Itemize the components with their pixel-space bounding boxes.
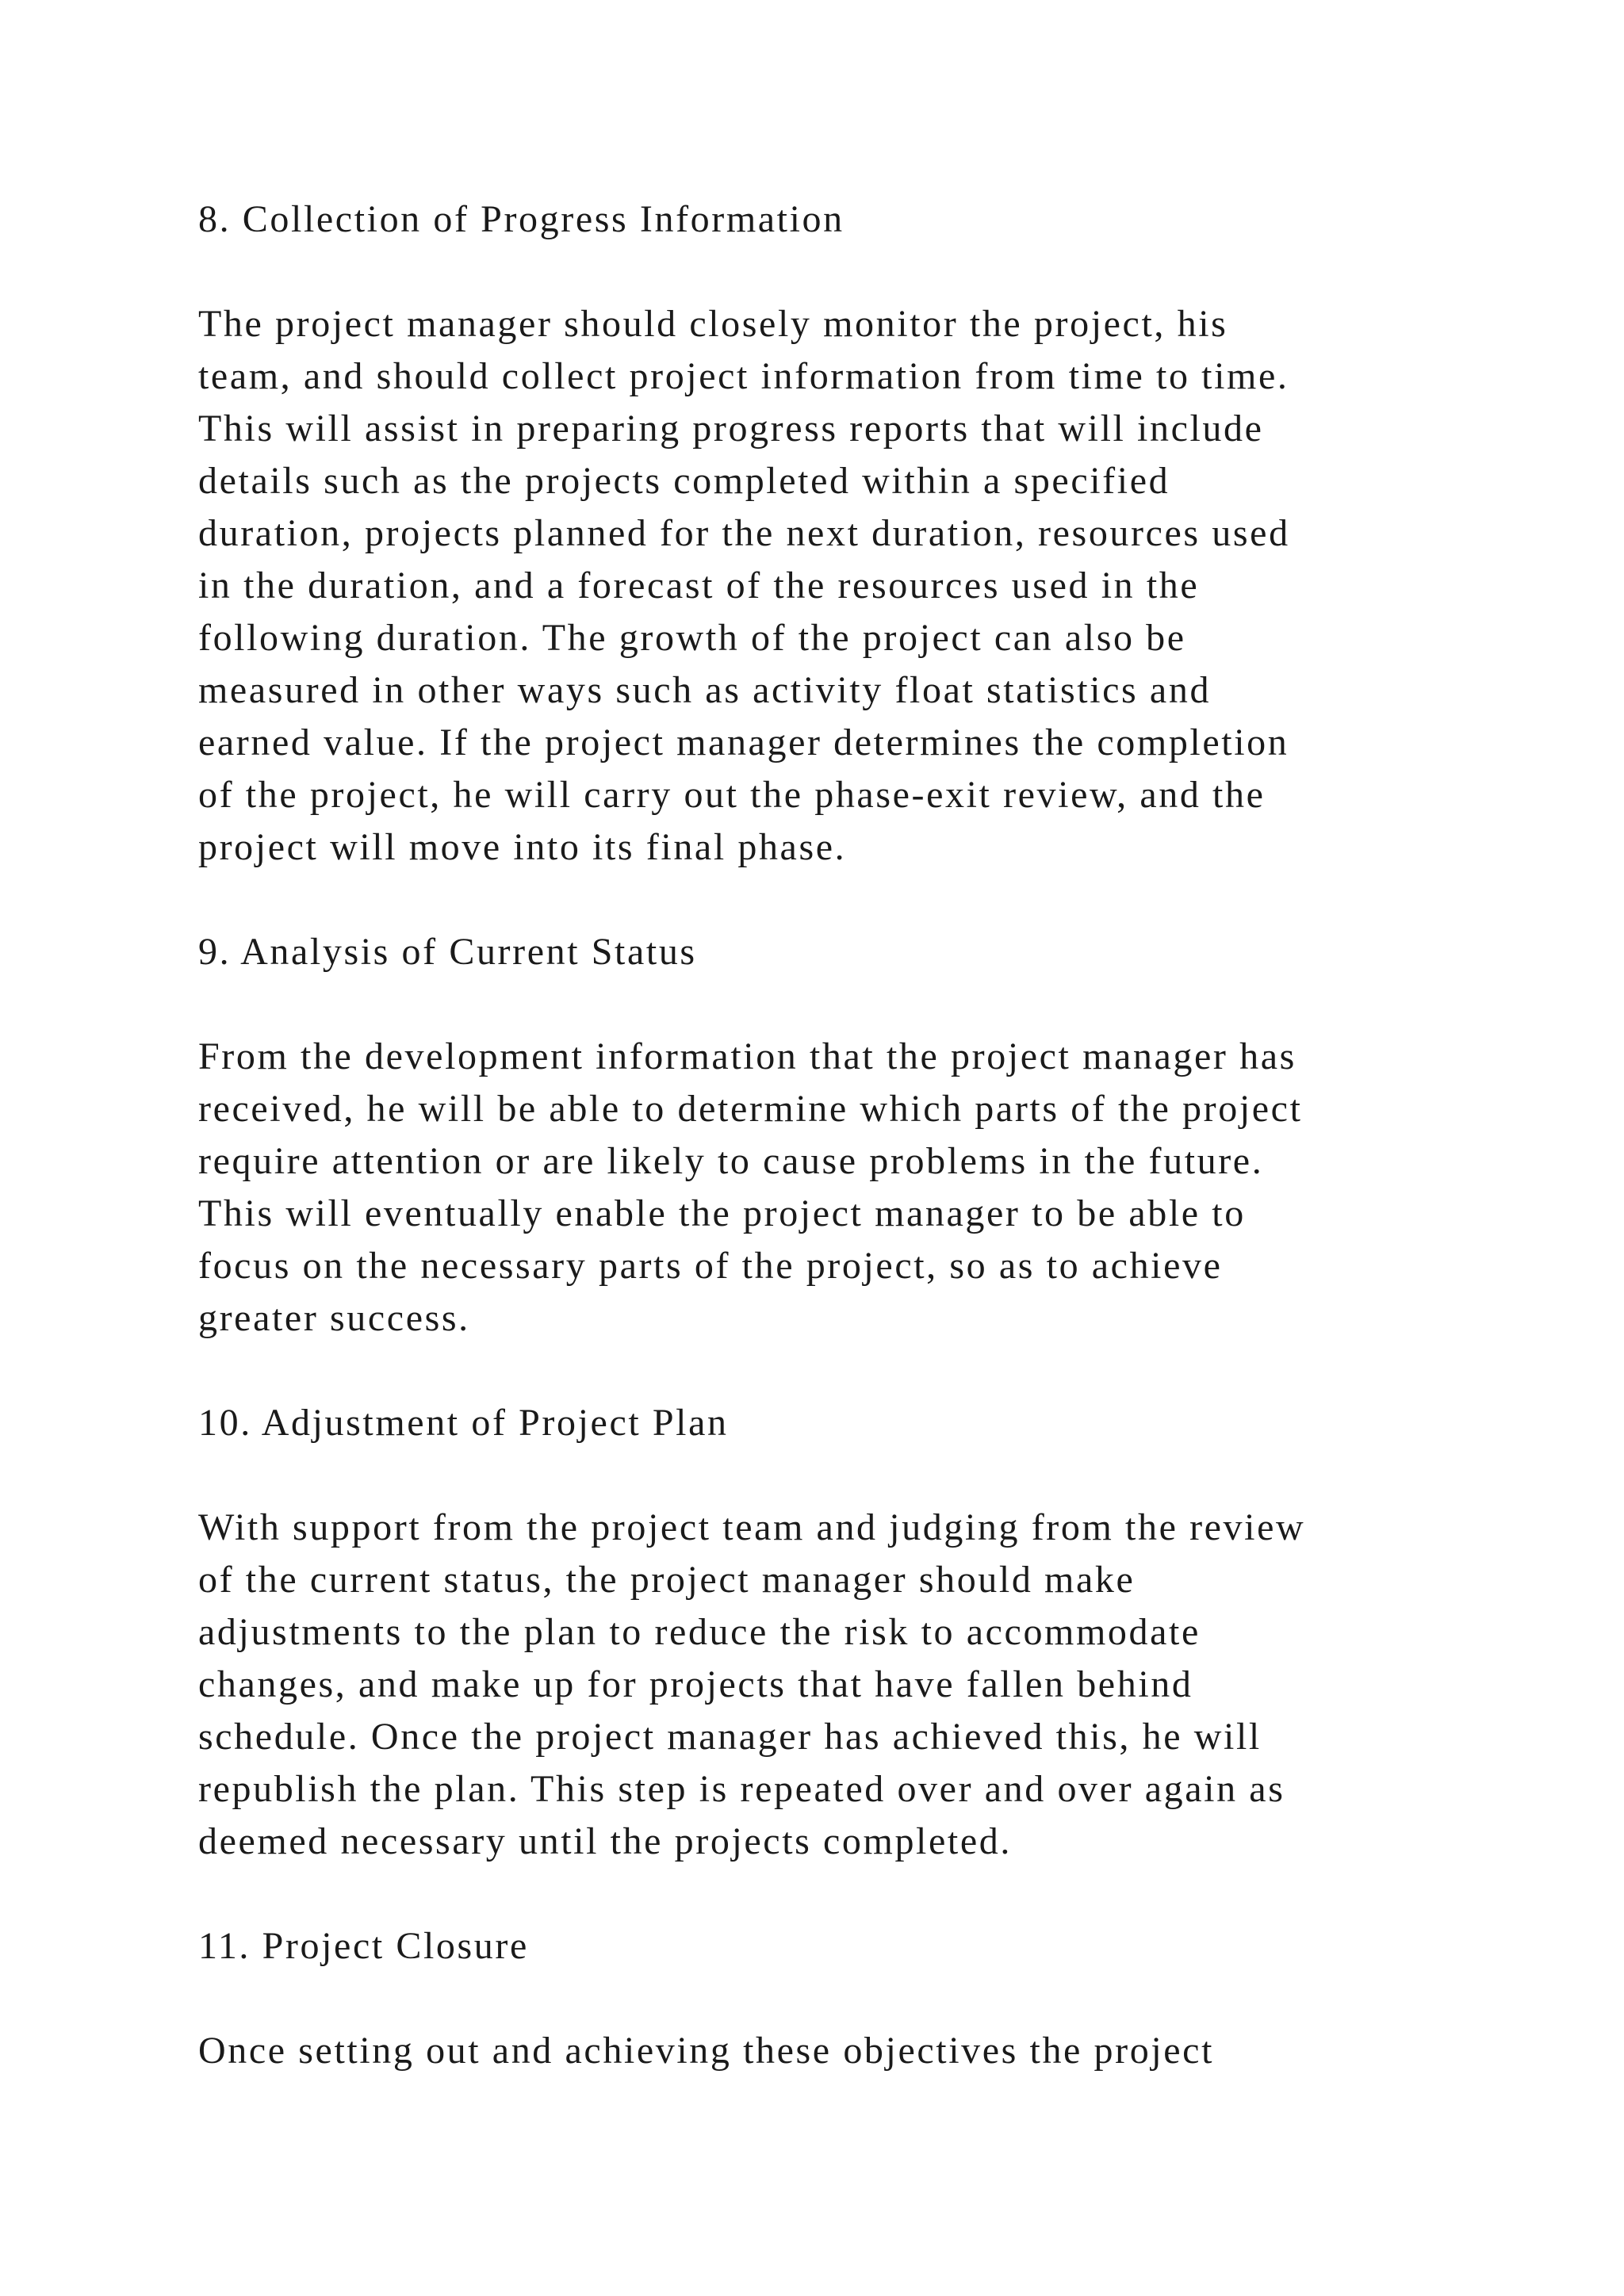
section-heading-adjustment-of-project-plan: 10. Adjustment of Project Plan: [198, 1402, 729, 1444]
section-paragraph-collection-of-progress-information: The project manager should closely monitor the project, his team, and should collect project information from time to time. This will assist in preparing progress reports that will include details such as the projects completed within a specified duration, projects planned for the next duration, resources used in the duration, and a forecast of the resources used in the following duration. The growth of the project can also be measured in other ways such as activity float statistics and earned value. If the project manager determines the completion of the project, he will carry out the phase-exit review, and the project will move into its final phase.: [198, 303, 1290, 868]
section-heading-project-closure: 11. Project Closure: [198, 1925, 529, 1967]
section-heading-collection-of-progress-information: 8. Collection of Progress Information: [198, 198, 845, 240]
section-paragraph-analysis-of-current-status: From the development information that the project manager has received, he will be able to determine which parts of the project require attention or are likely to cause problems in the future. This will eventually enable the project manager to be able to focus on the necessary parts of the project, so as to achieve greater success.: [198, 1035, 1303, 1339]
section-heading-analysis-of-current-status: 9. Analysis of Current Status: [198, 931, 697, 973]
section-paragraph-project-closure: Once setting out and achieving these objectives the project: [198, 2030, 1215, 2072]
document-body: [198, 193, 1515, 2130]
section-paragraph-adjustment-of-project-plan: With support from the project team and judging from the review of the current status, the project manager should make adjustments to the plan to reduce the risk to accommodate changes, and make up for projects that have fallen behind schedule. Once the project manager has achieved this, he will republish the plan. This step is repeated over and over again as deemed necessary until the projects completed.: [198, 1506, 1306, 1862]
